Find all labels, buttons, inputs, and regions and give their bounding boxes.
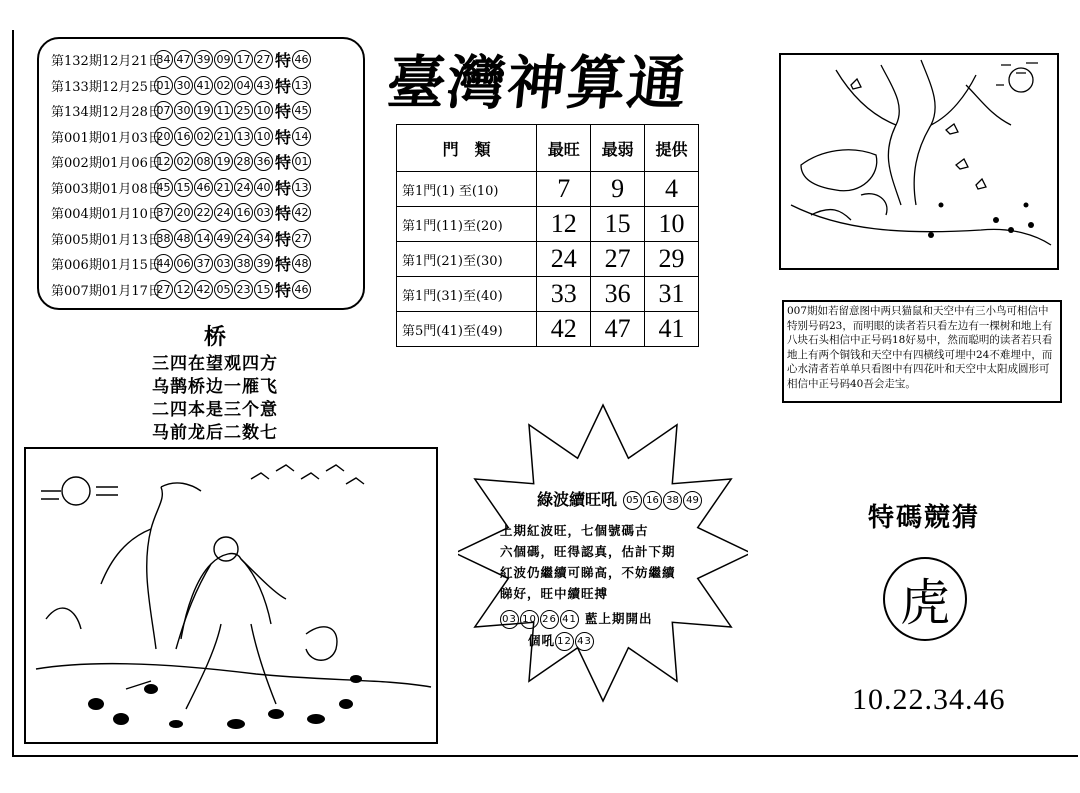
number-ball: 05 bbox=[214, 280, 233, 299]
value-cell: 42 bbox=[537, 312, 591, 347]
number-ball: 20 bbox=[154, 127, 173, 146]
value-cell: 4 bbox=[645, 172, 699, 207]
starburst-balls-row bbox=[500, 607, 720, 629]
number-ball: 24 bbox=[234, 229, 253, 248]
poem-line: 三四在望观四方 bbox=[152, 354, 278, 374]
history-date: 第132期12月21日 bbox=[51, 54, 161, 70]
number-ball: 02 bbox=[194, 127, 213, 146]
number-ball: 10 bbox=[254, 101, 273, 120]
special-marker: 特 bbox=[275, 178, 292, 198]
starburst-line: 六個碼，旺得認真，估計下期 bbox=[500, 544, 676, 559]
number-ball: 02 bbox=[174, 152, 193, 171]
number-ball: 41 bbox=[194, 76, 213, 95]
range-cell: 第1門(21)至(30) bbox=[397, 242, 537, 277]
number-ball: 04 bbox=[234, 76, 253, 95]
number-ball: 24 bbox=[234, 178, 253, 197]
number-ball: 28 bbox=[234, 152, 253, 171]
number-ball: 45 bbox=[154, 178, 173, 197]
number-ball: 22 bbox=[194, 203, 213, 222]
page-title: 臺灣神算通 bbox=[383, 49, 692, 117]
starburst-content bbox=[500, 487, 720, 651]
starburst-title-row bbox=[537, 487, 720, 510]
number-ball: 02 bbox=[214, 76, 233, 95]
number-ball: 12 bbox=[174, 280, 193, 299]
value-cell: 7 bbox=[537, 172, 591, 207]
value-cell: 36 bbox=[591, 277, 645, 312]
number-ball: 15 bbox=[174, 178, 193, 197]
cats-tree-illustration bbox=[779, 53, 1059, 270]
number-ball: 38 bbox=[154, 229, 173, 248]
number-ball: 25 bbox=[234, 101, 253, 120]
history-row bbox=[51, 277, 355, 303]
number-ball: 39 bbox=[254, 254, 273, 273]
number-ball: 30 bbox=[174, 101, 193, 120]
table-header-row bbox=[397, 125, 699, 172]
number-ball: 14 bbox=[194, 229, 213, 248]
number-ball: 09 bbox=[214, 50, 233, 69]
special-number-ball: 46 bbox=[292, 50, 311, 69]
value-cell: 15 bbox=[591, 207, 645, 242]
history-row bbox=[51, 149, 355, 175]
draw-history-panel bbox=[37, 37, 365, 310]
number-ball: 16 bbox=[174, 127, 193, 146]
history-row bbox=[51, 124, 355, 150]
special-marker: 特 bbox=[275, 76, 292, 96]
special-marker: 特 bbox=[275, 280, 292, 300]
number-ball: 34 bbox=[254, 229, 273, 248]
special-marker: 特 bbox=[275, 127, 292, 147]
header-category: 門 類 bbox=[397, 125, 537, 172]
number-ball: 06 bbox=[174, 254, 193, 273]
history-row bbox=[51, 73, 355, 99]
starburst-last-prefix: 個吼 bbox=[528, 632, 556, 648]
number-ball: 01 bbox=[154, 76, 173, 95]
warrior-illustration bbox=[24, 447, 438, 744]
table-row bbox=[397, 312, 699, 347]
number-ball: 43 bbox=[575, 632, 594, 651]
number-ball: 20 bbox=[174, 203, 193, 222]
value-cell: 10 bbox=[645, 207, 699, 242]
value-cell: 27 bbox=[591, 242, 645, 277]
number-ball: 37 bbox=[154, 203, 173, 222]
number-ball: 38 bbox=[234, 254, 253, 273]
number-ball: 46 bbox=[194, 178, 213, 197]
history-row bbox=[51, 226, 355, 252]
special-marker: 特 bbox=[275, 51, 292, 71]
zodiac-numbers: 10.22.34.46 bbox=[852, 683, 1006, 716]
special-number-ball: 01 bbox=[292, 152, 311, 171]
history-row bbox=[51, 47, 355, 73]
number-ball: 23 bbox=[234, 280, 253, 299]
number-ball: 38 bbox=[663, 491, 682, 510]
special-number-ball: 45 bbox=[292, 101, 311, 120]
table-row bbox=[397, 242, 699, 277]
starburst-line: 上期紅波旺，七個號碼古 bbox=[500, 523, 649, 538]
history-date: 第006期01月15日 bbox=[51, 258, 161, 274]
history-date: 第003期01月08日 bbox=[51, 181, 161, 197]
number-ball: 11 bbox=[214, 101, 233, 120]
number-ball: 03 bbox=[214, 254, 233, 273]
number-ball: 10 bbox=[520, 610, 539, 629]
starburst-last-row bbox=[528, 629, 720, 651]
warrior-drawing bbox=[26, 449, 436, 742]
poem-line: 二四本是三个意 bbox=[152, 400, 278, 420]
value-cell: 33 bbox=[537, 277, 591, 312]
table-row bbox=[397, 207, 699, 242]
number-ball: 26 bbox=[540, 610, 559, 629]
number-ball: 13 bbox=[234, 127, 253, 146]
number-ball: 43 bbox=[254, 76, 273, 95]
value-cell: 29 bbox=[645, 242, 699, 277]
special-marker: 特 bbox=[275, 204, 292, 224]
history-row bbox=[51, 200, 355, 226]
number-ball: 10 bbox=[254, 127, 273, 146]
number-ball: 40 bbox=[254, 178, 273, 197]
header-provided: 提供 bbox=[645, 125, 699, 172]
number-ball: 15 bbox=[254, 280, 273, 299]
value-cell: 31 bbox=[645, 277, 699, 312]
special-guess-title: 特碼競猜 bbox=[868, 503, 981, 533]
special-number-ball: 46 bbox=[292, 280, 311, 299]
special-marker: 特 bbox=[275, 102, 292, 122]
number-ball: 12 bbox=[154, 152, 173, 171]
header-hottest: 最旺 bbox=[537, 125, 591, 172]
value-cell: 47 bbox=[591, 312, 645, 347]
table-row bbox=[397, 277, 699, 312]
header-coldest: 最弱 bbox=[591, 125, 645, 172]
range-cell: 第1門(31)至(40) bbox=[397, 277, 537, 312]
history-date: 第002期01月06日 bbox=[51, 156, 161, 172]
number-ball: 27 bbox=[154, 280, 173, 299]
range-cell: 第1門(11)至(20) bbox=[397, 207, 537, 242]
special-number-ball: 13 bbox=[292, 178, 311, 197]
number-ball: 19 bbox=[214, 152, 233, 171]
number-ball: 41 bbox=[560, 610, 579, 629]
number-ball: 21 bbox=[214, 127, 233, 146]
number-ball: 49 bbox=[214, 229, 233, 248]
number-ball: 39 bbox=[194, 50, 213, 69]
starburst-row-text: 藍上期開出 bbox=[585, 610, 653, 626]
history-date: 第005期01月13日 bbox=[51, 232, 161, 248]
poem-title: 桥 bbox=[203, 324, 226, 350]
number-ball: 44 bbox=[154, 254, 173, 273]
number-ball: 36 bbox=[254, 152, 273, 171]
number-ball: 08 bbox=[194, 152, 213, 171]
special-number-ball: 48 bbox=[292, 254, 311, 273]
number-ball: 07 bbox=[154, 101, 173, 120]
special-number-ball: 27 bbox=[292, 229, 311, 248]
cats-tree-drawing bbox=[781, 55, 1057, 268]
history-row bbox=[51, 175, 355, 201]
history-date: 第004期01月10日 bbox=[51, 207, 161, 223]
bridge-poem bbox=[140, 320, 290, 445]
poem-line: 乌鹊桥边一雁飞 bbox=[152, 377, 278, 397]
number-ball: 49 bbox=[683, 491, 702, 510]
starburst-line: 紅波仍繼續可睇高，不妨繼續 bbox=[500, 565, 676, 580]
number-ball: 27 bbox=[254, 50, 273, 69]
zodiac-animal-circle: 虎 bbox=[883, 557, 967, 641]
range-cell: 第1門(1) 至(10) bbox=[397, 172, 537, 207]
number-ball: 19 bbox=[194, 101, 213, 120]
value-cell: 12 bbox=[537, 207, 591, 242]
history-row bbox=[51, 98, 355, 124]
starburst-title: 綠波續旺吼 bbox=[537, 490, 618, 509]
number-ball: 03 bbox=[254, 203, 273, 222]
number-ball: 16 bbox=[643, 491, 662, 510]
number-ball: 42 bbox=[194, 280, 213, 299]
number-ball: 34 bbox=[154, 50, 173, 69]
special-number-ball: 13 bbox=[292, 76, 311, 95]
history-date: 第007期01月17日 bbox=[51, 283, 161, 299]
special-number-ball: 42 bbox=[292, 203, 311, 222]
history-date: 第133期12月25日 bbox=[51, 79, 161, 95]
value-cell: 41 bbox=[645, 312, 699, 347]
starburst-line: 睇好，旺中續旺搏 bbox=[500, 586, 609, 601]
number-ball: 47 bbox=[174, 50, 193, 69]
history-date: 第001期01月03日 bbox=[51, 130, 161, 146]
table-row bbox=[397, 172, 699, 207]
number-ball: 17 bbox=[234, 50, 253, 69]
value-cell: 24 bbox=[537, 242, 591, 277]
number-ball: 16 bbox=[234, 203, 253, 222]
number-ball: 12 bbox=[555, 632, 574, 651]
poem-line: 马前龙后二数七 bbox=[152, 423, 278, 443]
special-marker: 特 bbox=[275, 255, 292, 275]
special-marker: 特 bbox=[275, 229, 292, 249]
category-table bbox=[396, 124, 699, 347]
number-ball: 03 bbox=[500, 610, 519, 629]
special-marker: 特 bbox=[275, 153, 292, 173]
hint-notes: 007期如若留意图中两只猫鼠和天空中有三小鸟可相信中特别号码23，而明眼的读者若只看左边有一棵树和地上有八块石头相信中正号码18好易中，然而聪明的读者若只看地上有两个铜钱和天空中有四横线可埋中24不难埋中，而心水清者若单单只看图中有四花叶和天空中太阳成圆形可相信中正号码40吾会走宝。 bbox=[782, 300, 1062, 403]
number-ball: 48 bbox=[174, 229, 193, 248]
number-ball: 37 bbox=[194, 254, 213, 273]
number-ball: 05 bbox=[623, 491, 642, 510]
number-ball: 30 bbox=[174, 76, 193, 95]
number-ball: 21 bbox=[214, 178, 233, 197]
number-ball: 24 bbox=[214, 203, 233, 222]
range-cell: 第5門(41)至(49) bbox=[397, 312, 537, 347]
history-row bbox=[51, 251, 355, 277]
special-number-ball: 14 bbox=[292, 127, 311, 146]
value-cell: 9 bbox=[591, 172, 645, 207]
history-date: 第134期12月28日 bbox=[51, 105, 161, 121]
